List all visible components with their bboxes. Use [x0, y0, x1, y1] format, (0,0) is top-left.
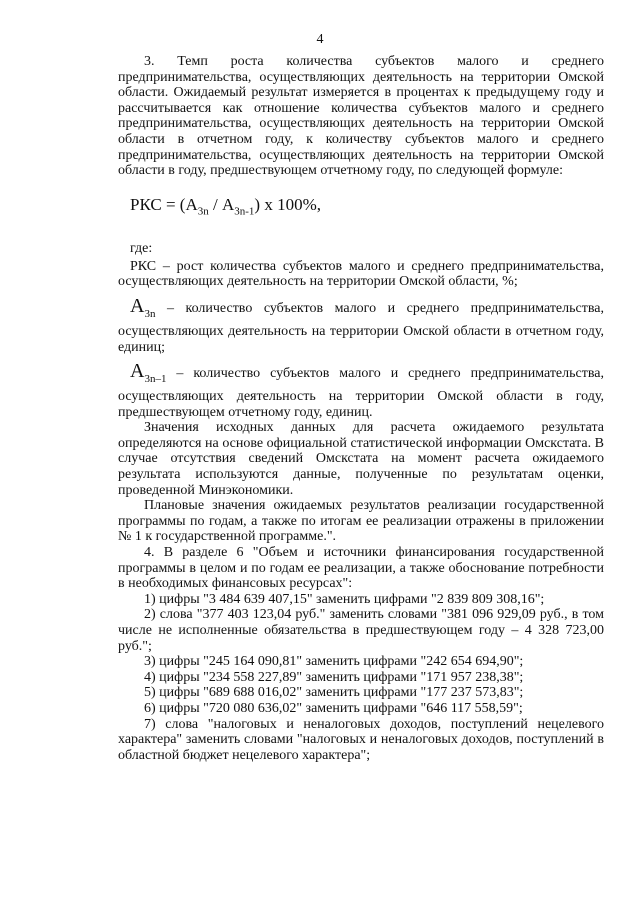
- definition-a3n-text: – количество субъектов малого и среднего предпринимательства, осуществляющих деятельность на территории Омской области в отчетном году, единиц;: [118, 300, 604, 355]
- definition-a3n-1: [118, 361, 604, 420]
- definition-rks: [118, 259, 604, 290]
- definition-a3n-sub: 3n: [144, 307, 156, 320]
- document-body: [118, 54, 604, 763]
- list-item: 5) цифры "689 688 016,02" заменить цифрами "177 237 573,83";: [144, 685, 524, 701]
- formula-sub-1: 3n: [197, 205, 209, 218]
- definition-a3n: [118, 296, 604, 355]
- list-item: 4) цифры "234 558 227,89" заменить цифрами "171 957 238,38";: [144, 669, 524, 685]
- paragraph-source: Значения исходных данных для расчета ожидаемого результата определяются на основе официальной статистической информации Омскстата. В случае отсутствия сведений Омскстата на момент расчета ожидаемого результата используются данные, полученные по результатам оценки, проведенной Минэкономики.: [118, 420, 604, 498]
- list-item: 6) цифры "720 080 636,02" заменить цифрами "646 117 558,59";: [144, 700, 523, 716]
- paragraph-3: 3. Темп роста количества субъектов малого и среднего предпринимательства, осуществляющих деятельность на территории Омской области. Ожидаемый результат измеряется в процентах к предыдущему году и рассчитывается как отношение количества субъектов малого и среднего предпринимательства, осуществляющих деятельность на территории Омской области в отчетном году, к количеству субъектов малого и среднего предпринимательства, осуществляющих деятельность на территории Омской области в году, предшествующем отчетному году, по следующей формуле:: [118, 54, 604, 179]
- paragraph-plan: Плановые значения ожидаемых результатов реализации государственной программы по годам, а также по итогам ее реализации отражены в приложении № 1 к государственной программе.".: [118, 498, 604, 545]
- definition-rks-text: – рост количества субъектов малого и среднего предпринимательства, осуществляющих деятельность на территории Омской области, %;: [118, 258, 604, 290]
- list-item: 2) слова "377 403 123,04 руб." заменить словами "381 096 929,09 руб., в том числе не исполненные обязательства в предшествующем году – 4 328 723,00 руб.";: [118, 607, 604, 654]
- formula-rhs: ) x 100%,: [254, 194, 321, 214]
- formula-lhs: РКС = (А: [130, 194, 198, 214]
- definition-a3n-1-sub: 3n–1: [144, 373, 167, 386]
- formula-sub-2: 3n-1: [234, 205, 255, 218]
- definition-a3n-1-symbol: [130, 360, 167, 386]
- formula-rks: [130, 195, 604, 221]
- definition-a3n-symbol: [130, 294, 156, 320]
- formula-mid: / А: [208, 194, 235, 214]
- definition-a3n-1-text: – количество субъектов малого и среднего предпринимательства, осуществляющих деятельность на территории Омской области в году, предшествующем отчетному году, единиц.: [118, 366, 604, 420]
- list-item: 1) цифры "3 484 639 407,15" заменить цифрами "2 839 809 308,16";: [144, 591, 545, 607]
- list-item: 7) слова "налоговых и неналоговых доходов, поступлений нецелевого характера" заменить словами "налоговых и неналоговых доходов, поступлений в областной бюджет нецелевого характера";: [118, 716, 604, 763]
- definition-a3n-letter: А: [130, 294, 145, 317]
- definition-a3n-1-letter: А: [130, 360, 145, 383]
- definition-rks-symbol: РКС: [130, 258, 157, 274]
- where-label: где:: [130, 241, 153, 257]
- paragraph-4: 4. В разделе 6 "Объем и источники финансирования государственной программы в целом и по годам ее реализации, а также обоснование потребности в необходимых финансовых ресурсах":: [118, 545, 604, 592]
- list-item: 3) цифры "245 164 090,81" заменить цифрами "242 654 694,90";: [144, 654, 524, 670]
- page-number: 4: [316, 32, 324, 47]
